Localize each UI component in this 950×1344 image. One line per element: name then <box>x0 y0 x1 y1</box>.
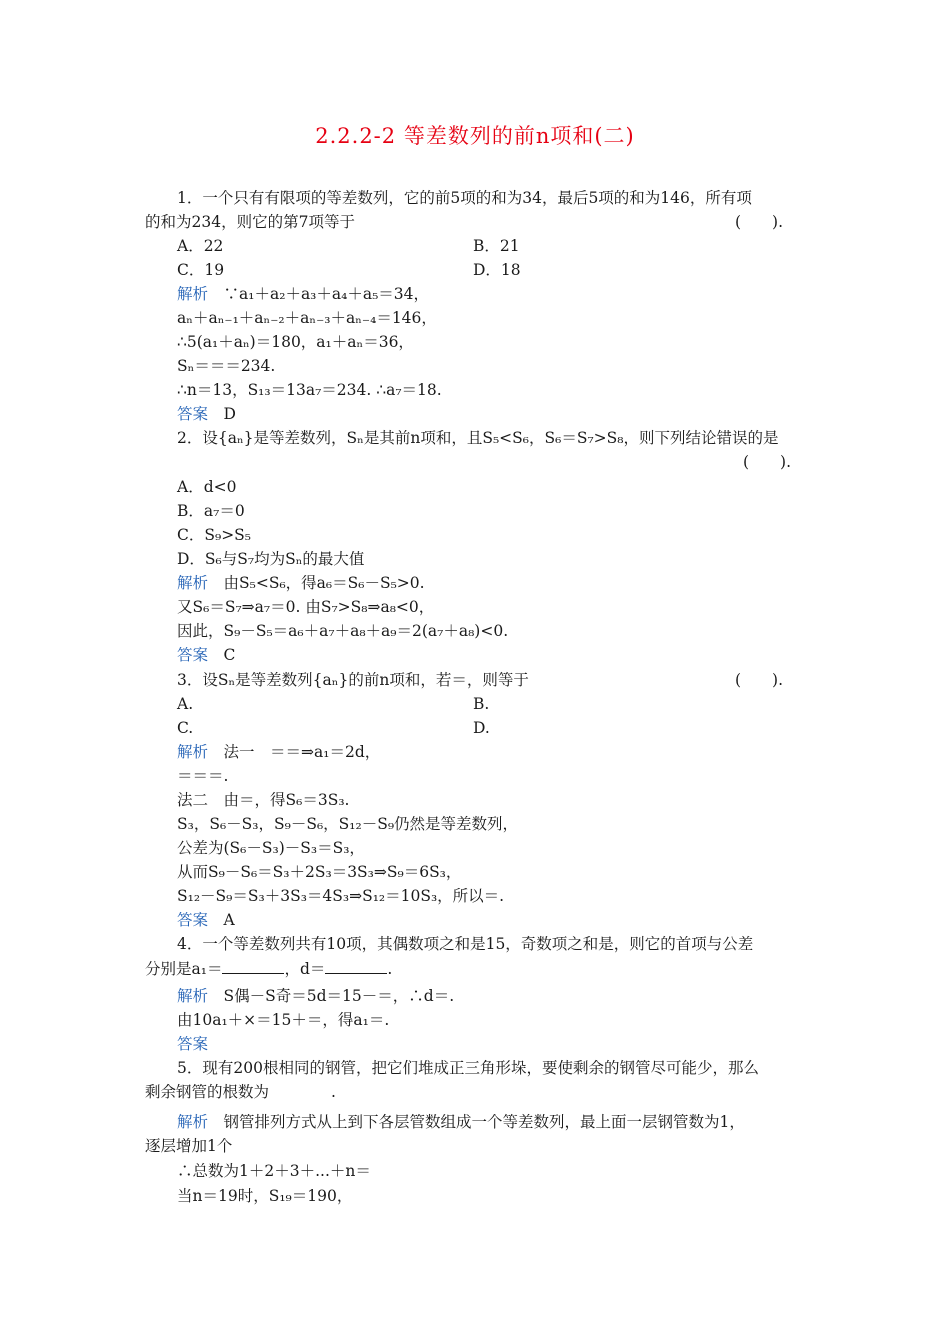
q2-option-a: A．d<0 <box>177 478 237 496</box>
solution-label: 解析 <box>177 1113 209 1131</box>
q2-option-b: B．a₇＝0 <box>177 502 245 520</box>
q3-solution-line6: 从而S₉－S₆＝S₃＋2S₃＝3S₃⇒S₉＝6S₃， <box>177 863 462 881</box>
answer-text: A <box>223 911 235 929</box>
q2-option-d: D．S₆与S₇均为Sₙ的最大值 <box>177 550 365 568</box>
q5-stem-line1: 5．现有200根相同的钢管，把它们堆成正三角形垛，要使剩余的钢管尽可能少，那么 <box>177 1059 759 1077</box>
q1-solution-line4: Sₙ＝＝＝234. <box>177 357 276 375</box>
q1-stem-line1: 1．一个只有有限项的等差数列，它的前5项的和为34，最后5项的和为146，所有项 <box>177 189 752 207</box>
solution-label: 解析 <box>177 574 209 592</box>
page-title: 2.2.2-2 等差数列的前n项和(二) <box>315 124 635 148</box>
q4-common-diff-label: ，d＝ <box>284 960 326 978</box>
first-term-blank <box>222 958 284 974</box>
q4-period: . <box>387 960 393 978</box>
q1-option-b: B．21 <box>473 237 520 255</box>
q3-answer <box>177 910 235 930</box>
q4-solution-line2: 由10a₁＋×＝15＋＝，得a₁＝. <box>177 1011 390 1029</box>
answer-label: 答案 <box>177 911 209 929</box>
answer-text: D <box>223 405 236 423</box>
q1-option-d: D．18 <box>473 261 521 279</box>
solution-text: S偶－S奇＝5d＝15－＝，∴d＝. <box>223 987 455 1005</box>
q3-option-a: A. <box>177 695 194 713</box>
q4-first-term-label: 分别是a₁＝ <box>145 960 223 978</box>
q1-solution-line1 <box>177 284 429 304</box>
q1-solution-line5: ∴n＝13，S₁₃＝13a₇＝234. ∴a₇＝18. <box>177 381 442 399</box>
q5-stem-line2: 剩余钢管的根数为 . <box>145 1083 336 1101</box>
q2-answer-paren: ( ). <box>743 453 792 471</box>
solution-text: ∵a₁＋a₂＋a₃＋a₄＋a₅＝34， <box>223 285 430 303</box>
solution-text: 由S₅<S₆，得a₆＝S₆－S₅>0. <box>223 574 425 592</box>
q3-solution-line4: S₃，S₆－S₃，S₉－S₆，S₁₂－S₉仍然是等差数列， <box>177 815 519 833</box>
q2-solution-line3: 因此，S₉－S₅＝a₆＋a₇＋a₈＋a₉＝2(a₇＋a₈)<0. <box>177 622 509 640</box>
solution-text: 钢管排列方式从上到下各层管数组成一个等差数列，最上面一层钢管数为1， <box>223 1113 745 1131</box>
answer-text: C <box>223 646 236 664</box>
answer-label: 答案 <box>177 405 209 423</box>
q4-stem-line1: 4．一个等差数列共有10项，其偶数项之和是15，奇数项之和是，则它的首项与公差 <box>177 935 754 953</box>
q3-solution-line7: S₁₂－S₉＝S₃＋3S₃＝4S₃⇒S₁₂＝10S₃，所以＝. <box>177 887 505 905</box>
answer-label: 答案 <box>177 1035 209 1053</box>
solution-label: 解析 <box>177 987 209 1005</box>
solution-label: 解析 <box>177 285 209 303</box>
q3-solution-line2: ＝＝＝. <box>177 767 229 785</box>
q1-stem-line2: 的和为234，则它的第7项等于 <box>145 213 355 231</box>
q3-answer-paren: ( ). <box>735 671 784 689</box>
q1-option-a: A．22 <box>177 237 224 255</box>
q3-option-b: B. <box>473 695 490 713</box>
q2-option-c: C．S₉>S₅ <box>177 526 252 544</box>
q3-option-c: C. <box>177 719 194 737</box>
q1-solution-line2: aₙ＋aₙ₋₁＋aₙ₋₂＋aₙ₋₃＋aₙ₋₄＝146， <box>177 309 437 327</box>
q2-stem-line1: 2．设{aₙ}是等差数列，Sₙ是其前n项和，且S₅<S₆，S₆＝S₇>S₈，则下列结论错误的是 <box>177 429 779 447</box>
common-diff-blank <box>325 958 387 974</box>
q4-stem-line2 <box>145 958 392 979</box>
q1-answer <box>177 404 236 424</box>
q1-answer-paren: ( ). <box>735 213 784 231</box>
q5-solution-line4: 当n＝19时，S₁₉＝190， <box>177 1187 353 1205</box>
q3-solution-line5: 公差为(S₆－S₃)－S₃＝S₃， <box>177 839 365 857</box>
q2-solution-line2: 又S₆＝S₇⇒a₇＝0. 由S₇>S₈⇒a₈<0， <box>177 598 435 616</box>
q4-answer <box>177 1034 208 1054</box>
q3-stem-line1: 3．设Sₙ是等差数列{aₙ}的前n项和，若＝，则等于 <box>177 671 529 689</box>
q4-solution-line1 <box>177 986 454 1006</box>
q5-solution-line2: 逐层增加1个 <box>145 1137 233 1155</box>
q3-solution-line3: 法二 由＝，得S₆＝3S₃. <box>177 791 350 809</box>
q1-solution-line3: ∴5(a₁＋aₙ)＝180，a₁＋aₙ＝36， <box>177 333 414 351</box>
solution-text: 法一 ＝＝⇒a₁＝2d， <box>223 743 381 761</box>
q3-option-d: D. <box>473 719 490 737</box>
q1-option-c: C．19 <box>177 261 225 279</box>
solution-label: 解析 <box>177 743 209 761</box>
q2-answer <box>177 645 235 665</box>
q3-solution-line1 <box>177 742 380 762</box>
q2-solution-line1 <box>177 573 425 593</box>
q5-solution-line3: ∴总数为1＋2＋3＋...＋n＝ <box>177 1162 371 1180</box>
q5-solution-line1 <box>177 1112 745 1132</box>
answer-label: 答案 <box>177 646 209 664</box>
